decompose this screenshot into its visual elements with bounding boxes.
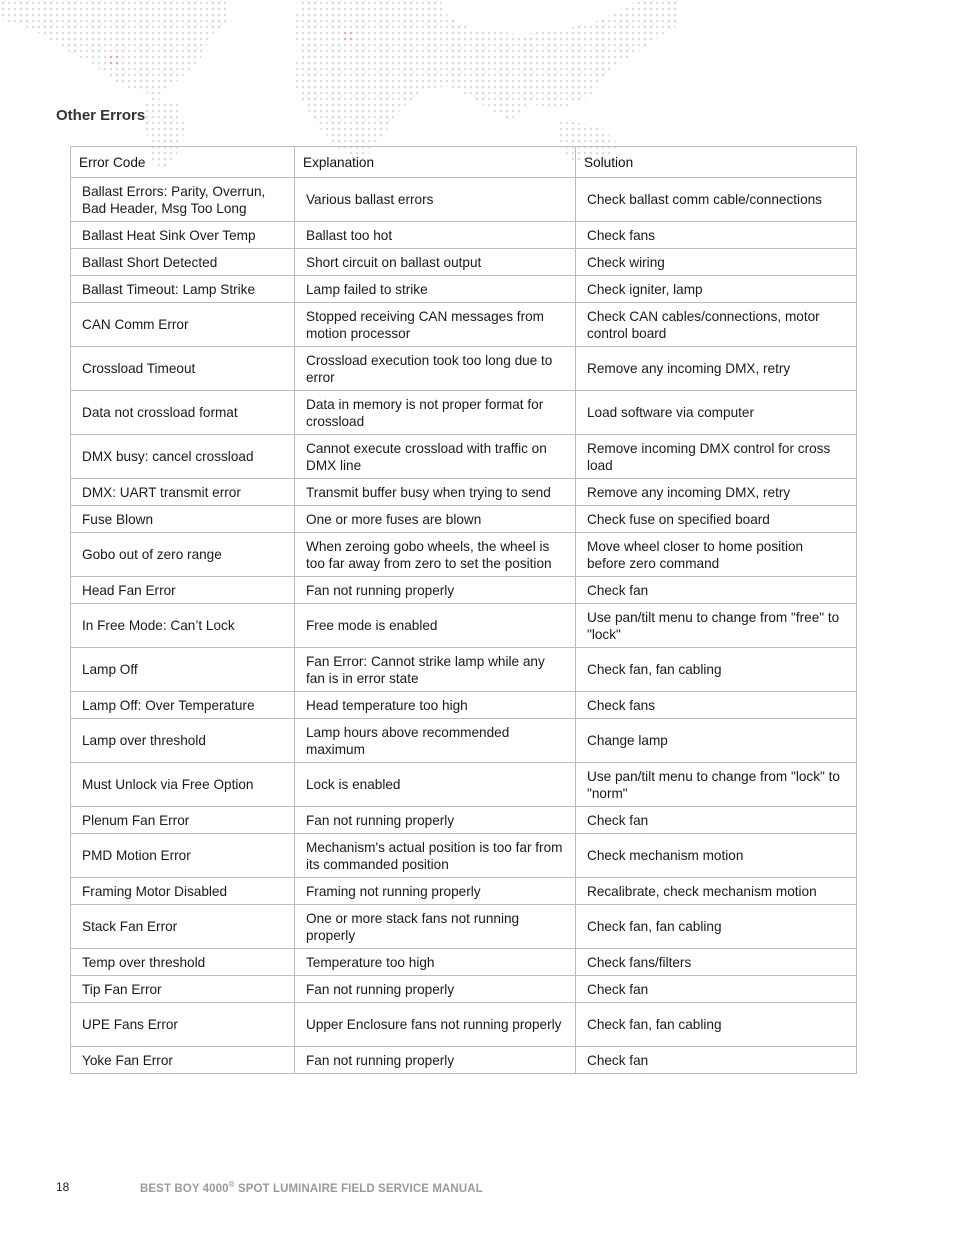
page-number: 18 [56, 1180, 70, 1194]
cell-solution: Remove any incoming DMX, retry [576, 479, 857, 506]
table-row [71, 719, 857, 763]
cell-explanation: Lamp failed to strike [295, 276, 576, 303]
cell-solution: Check fan [576, 807, 857, 834]
cell-explanation: Fan not running properly [295, 976, 576, 1003]
cell-solution: Load software via computer [576, 391, 857, 435]
cell-solution: Check fan [576, 976, 857, 1003]
table-row [71, 807, 857, 834]
cell-explanation: Upper Enclosure fans not running properly [295, 1003, 576, 1047]
table-row [71, 976, 857, 1003]
cell-solution: Check fan, fan cabling [576, 648, 857, 692]
cell-solution: Check fan [576, 1047, 857, 1074]
cell-explanation: Temperature too high [295, 949, 576, 976]
cell-explanation: Head temperature too high [295, 692, 576, 719]
manual-title-suffix: SPOT LUMINAIRE FIELD SERVICE MANUAL [234, 1182, 483, 1195]
cell-explanation: Cannot execute crossload with traffic on DMX line [295, 435, 576, 479]
cell-error-code: Gobo out of zero range [71, 533, 295, 577]
cell-explanation: Short circuit on ballast output [295, 249, 576, 276]
table-row [71, 479, 857, 506]
cell-error-code: Ballast Timeout: Lamp Strike [71, 276, 295, 303]
table-row [71, 249, 857, 276]
table-row [71, 178, 857, 222]
table-row [71, 276, 857, 303]
cell-solution: Remove incoming DMX control for cross load [576, 435, 857, 479]
cell-explanation: One or more stack fans not running properly [295, 905, 576, 949]
cell-solution: Move wheel closer to home position before zero command [576, 533, 857, 577]
table-row [71, 949, 857, 976]
cell-solution: Use pan/tilt menu to change from "lock" to "norm" [576, 763, 857, 807]
cell-error-code: UPE Fans Error [71, 1003, 295, 1047]
cell-explanation: Free mode is enabled [295, 604, 576, 648]
cell-explanation: Various ballast errors [295, 178, 576, 222]
cell-error-code: Crossload Timeout [71, 347, 295, 391]
cell-error-code: Must Unlock via Free Option [71, 763, 295, 807]
cell-explanation: Framing not running properly [295, 878, 576, 905]
error-table [70, 146, 857, 1074]
table-row [71, 1003, 857, 1047]
cell-error-code: PMD Motion Error [71, 834, 295, 878]
cell-explanation: Fan not running properly [295, 577, 576, 604]
cell-error-code: In Free Mode: Can’t Lock [71, 604, 295, 648]
table-row [71, 222, 857, 249]
cell-solution: Check fans [576, 692, 857, 719]
cell-error-code: DMX busy: cancel crossload [71, 435, 295, 479]
cell-explanation: Fan not running properly [295, 807, 576, 834]
cell-solution: Check mechanism motion [576, 834, 857, 878]
cell-solution: Recalibrate, check mechanism motion [576, 878, 857, 905]
cell-error-code: Framing Motor Disabled [71, 878, 295, 905]
table-header-row [71, 147, 857, 178]
table-row [71, 905, 857, 949]
cell-error-code: Lamp Off [71, 648, 295, 692]
cell-error-code: Ballast Errors: Parity, Overrun, Bad Header, Msg Too Long [71, 178, 295, 222]
cell-explanation: Fan Error: Cannot strike lamp while any fan is in error state [295, 648, 576, 692]
cell-explanation: One or more fuses are blown [295, 506, 576, 533]
cell-explanation: Fan not running properly [295, 1047, 576, 1074]
cell-solution: Remove any incoming DMX, retry [576, 347, 857, 391]
table-row [71, 533, 857, 577]
cell-solution: Check ballast comm cable/connections [576, 178, 857, 222]
cell-explanation: Ballast too hot [295, 222, 576, 249]
header-explanation: Explanation [295, 147, 576, 178]
table-row [71, 692, 857, 719]
cell-error-code: Lamp over threshold [71, 719, 295, 763]
table-row [71, 834, 857, 878]
table-row [71, 604, 857, 648]
header-error-code: Error Code [71, 147, 295, 178]
table-row [71, 347, 857, 391]
world-map-background [0, 0, 680, 170]
cell-solution: Use pan/tilt menu to change from "free" to "lock" [576, 604, 857, 648]
table-row [71, 1047, 857, 1074]
cell-solution: Check fuse on specified board [576, 506, 857, 533]
header-solution: Solution [576, 147, 857, 178]
cell-error-code: Head Fan Error [71, 577, 295, 604]
cell-explanation: Crossload execution took too long due to error [295, 347, 576, 391]
cell-error-code: Temp over threshold [71, 949, 295, 976]
error-table-body [71, 178, 857, 1074]
registered-mark: ® [228, 1180, 235, 1189]
cell-explanation: Lock is enabled [295, 763, 576, 807]
cell-solution: Check fan, fan cabling [576, 1003, 857, 1047]
cell-explanation: Stopped receiving CAN messages from motion processor [295, 303, 576, 347]
cell-error-code: Tip Fan Error [71, 976, 295, 1003]
cell-solution: Check wiring [576, 249, 857, 276]
cell-explanation: Data in memory is not proper format for crossload [295, 391, 576, 435]
cell-explanation: Mechanism's actual position is too far from its commanded position [295, 834, 576, 878]
cell-solution: Check igniter, lamp [576, 276, 857, 303]
cell-solution: Check CAN cables/connections, motor control board [576, 303, 857, 347]
manual-title-prefix: BEST BOY 4000 [140, 1182, 229, 1195]
cell-explanation: Lamp hours above recommended maximum [295, 719, 576, 763]
cell-error-code: Data not crossload format [71, 391, 295, 435]
cell-error-code: Yoke Fan Error [71, 1047, 295, 1074]
cell-error-code: CAN Comm Error [71, 303, 295, 347]
cell-explanation: When zeroing gobo wheels, the wheel is too far away from zero to set the position [295, 533, 576, 577]
cell-error-code: Fuse Blown [71, 506, 295, 533]
cell-solution: Check fan [576, 577, 857, 604]
table-row [71, 391, 857, 435]
section-title: Other Errors [56, 107, 146, 124]
manual-title [140, 1180, 483, 1195]
cell-error-code: Ballast Heat Sink Over Temp [71, 222, 295, 249]
cell-error-code: Stack Fan Error [71, 905, 295, 949]
cell-error-code: DMX: UART transmit error [71, 479, 295, 506]
cell-error-code: Ballast Short Detected [71, 249, 295, 276]
cell-error-code: Lamp Off: Over Temperature [71, 692, 295, 719]
table-row [71, 577, 857, 604]
cell-solution: Change lamp [576, 719, 857, 763]
cell-solution: Check fans [576, 222, 857, 249]
table-row [71, 763, 857, 807]
table-row [71, 506, 857, 533]
cell-solution: Check fans/filters [576, 949, 857, 976]
table-row [71, 303, 857, 347]
cell-explanation: Transmit buffer busy when trying to send [295, 479, 576, 506]
cell-solution: Check fan, fan cabling [576, 905, 857, 949]
table-row [71, 648, 857, 692]
table-row [71, 878, 857, 905]
cell-error-code: Plenum Fan Error [71, 807, 295, 834]
table-row [71, 435, 857, 479]
